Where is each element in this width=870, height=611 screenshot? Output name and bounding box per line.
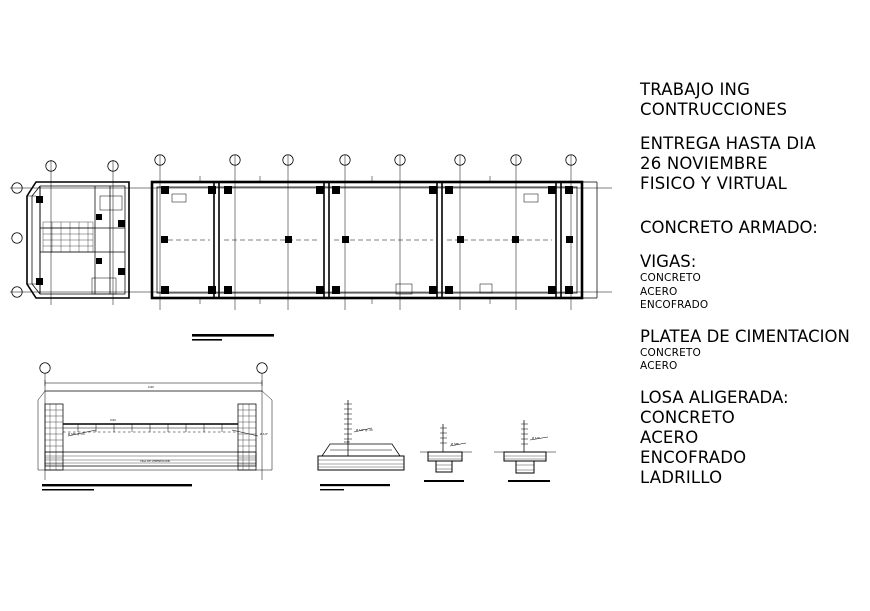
- detail-beam-joint-right: [494, 420, 556, 482]
- group-heading-vigas: VIGAS:: [640, 252, 697, 271]
- group-item: ENCOFRADO: [640, 447, 747, 467]
- plan-grid-bubbles-top: [46, 155, 576, 171]
- group-item: ACERO: [640, 285, 678, 298]
- title-line-1: TRABAJO ING: [640, 80, 751, 99]
- group-item: CONCRETO: [640, 407, 735, 427]
- svg-text:Ø 3/8": Ø 3/8": [451, 443, 460, 446]
- plan-main-slab: [152, 176, 582, 304]
- svg-text:0.60: 0.60: [110, 419, 116, 422]
- group-item: ACERO: [640, 360, 678, 372]
- svg-text:0.60: 0.60: [344, 441, 350, 444]
- concrete-section: [640, 218, 866, 238]
- detail-footing-slab: [318, 400, 404, 490]
- plan-right-tail: [582, 182, 597, 298]
- group-item: CONCRETO: [640, 272, 701, 284]
- detail-beam-joint-left: [420, 424, 472, 482]
- group-heading-losa: LOSA ALIGERADA:: [640, 387, 789, 407]
- svg-text:Ø 1/2" @ .20: Ø 1/2" @ .20: [356, 429, 373, 432]
- delivery-line-3: FISICO Y VIRTUAL: [640, 174, 788, 193]
- section-heading: CONCRETO ARMADO:: [640, 218, 818, 237]
- group-item: LADRILLO: [640, 467, 723, 487]
- section-scale-bar: [42, 484, 192, 491]
- group-item: ENCOFRADO: [640, 299, 709, 311]
- title-line-2: CONTRUCCIONES: [640, 100, 788, 119]
- plan-grid-bubbles-left: [12, 183, 22, 297]
- delivery-block: [640, 134, 866, 194]
- delivery-line-2: 26 NOVIEMBRE: [640, 154, 768, 173]
- title-block: [640, 80, 866, 120]
- group-vigas: [640, 252, 866, 313]
- svg-text:0.60: 0.60: [148, 386, 154, 389]
- svg-text:VIGA DE CIMENTACION: VIGA DE CIMENTACION: [140, 460, 170, 463]
- svg-text:Ø 3/8" @ .20: Ø 3/8" @ .20: [68, 433, 85, 436]
- group-item: ACERO: [640, 427, 699, 447]
- group-item: CONCRETO: [640, 346, 701, 359]
- group-platea: [640, 327, 866, 374]
- svg-text:Ø 1/2": Ø 1/2": [260, 433, 269, 436]
- notes-panel: [640, 80, 866, 502]
- group-heading-platea: PLATEA DE CIMENTACION: [640, 326, 850, 346]
- notes-spacer: [640, 208, 866, 218]
- delivery-line-1: ENTREGA HASTA DIA: [640, 134, 816, 153]
- foundation-plan: [10, 155, 612, 341]
- plan-scale-bar: [192, 334, 274, 341]
- plan-left-module: [27, 182, 129, 298]
- svg-text:Ø 1/2": Ø 1/2": [532, 437, 541, 440]
- longitudinal-section: [38, 363, 272, 491]
- group-losa: [640, 388, 866, 488]
